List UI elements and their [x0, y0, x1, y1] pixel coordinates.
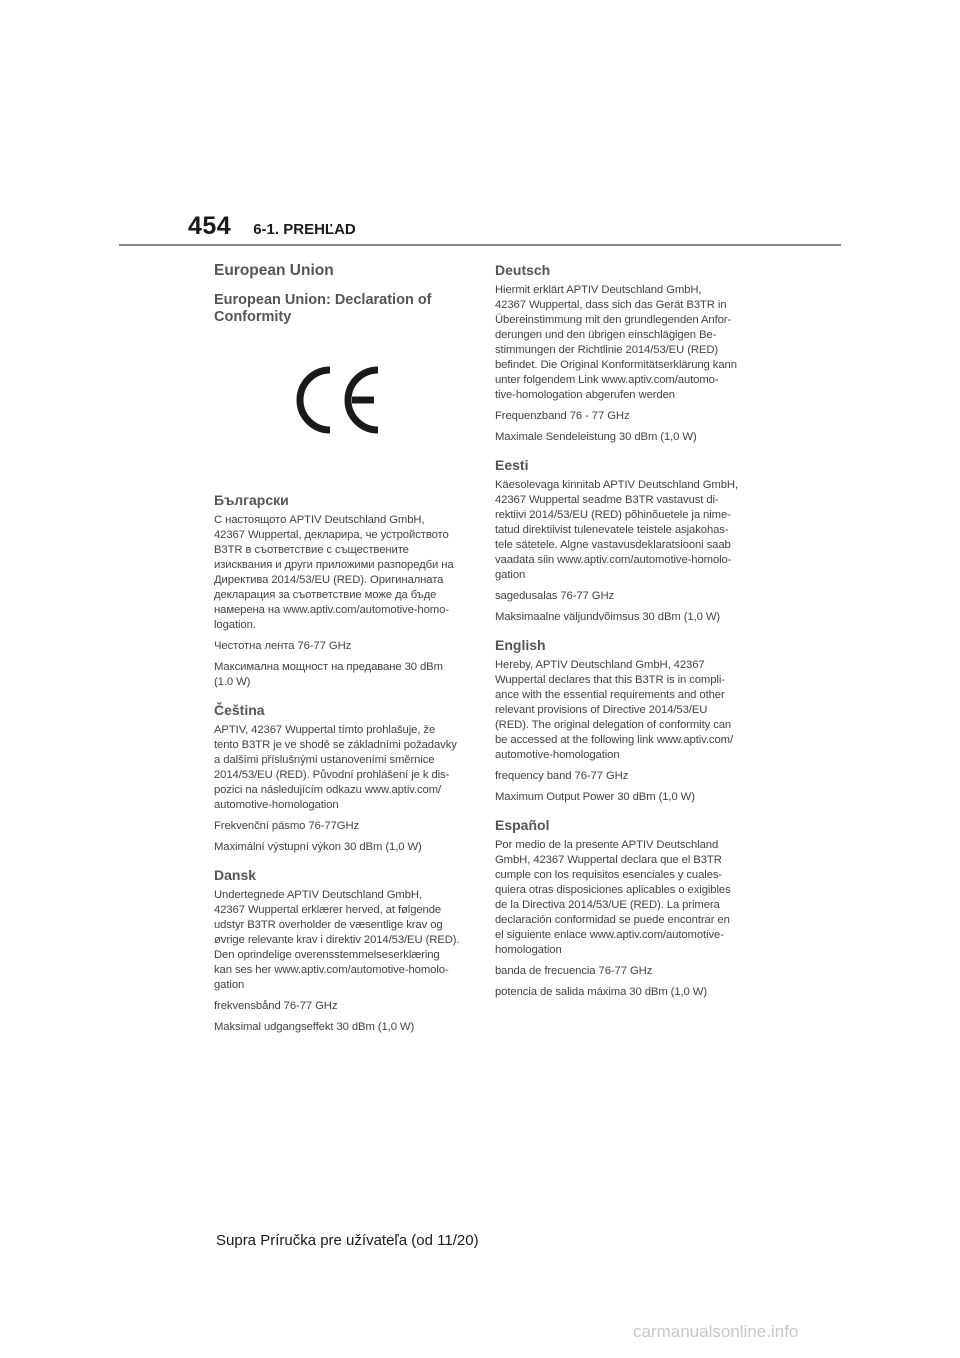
page-header — [188, 212, 356, 241]
text-line: Frekvenční pásmo 76-77GHz — [214, 820, 360, 832]
text-line: declaración conformidad se puede encontrar en — [495, 914, 730, 926]
watermark: carmanualsonline.info — [633, 1322, 799, 1341]
text-line: de la Directiva 2014/53/UE (RED). La primera — [495, 899, 720, 911]
text-line: derungen und den übrigen einschlägigen Be- — [495, 329, 717, 341]
text-line: homologation — [495, 944, 562, 956]
text-line: Hereby, APTIV Deutschland GmbH, 42367 — [495, 659, 705, 671]
text-line: unter folgendem Link www.aptiv.com/automo- — [495, 374, 719, 386]
text-line: 42367 Wuppertal, декларира, че устройството — [214, 529, 449, 541]
left-column — [214, 262, 466, 1047]
section-paragraph — [214, 513, 466, 633]
section-paragraph — [495, 964, 749, 979]
language-section — [214, 867, 466, 1035]
text-line: Frequenzband 76 - 77 GHz — [495, 410, 630, 422]
section-paragraph — [214, 723, 466, 813]
language-heading: Eesti — [495, 457, 529, 473]
text-line: frekvensbånd 76-77 GHz — [214, 1000, 338, 1012]
text-line: quiera otras disposiciones aplicables o exigibles — [495, 884, 731, 896]
subtitle-line: Conformity — [214, 309, 292, 325]
section-paragraph — [495, 589, 749, 604]
language-heading: Български — [214, 492, 289, 508]
text-line: vaadata siin www.aptiv.com/automotive-homolo- — [495, 554, 732, 566]
text-line: изисквания и други приложими разпоредби на — [214, 559, 454, 571]
text-line: Maximum Output Power 30 dBm (1,0 W) — [495, 791, 695, 803]
text-line: Undertegnede APTIV Deutschland GmbH, — [214, 889, 423, 901]
section-paragraph — [214, 639, 466, 654]
text-line: Maximální výstupní výkon 30 dBm (1,0 W) — [214, 841, 422, 853]
section-paragraph — [214, 819, 466, 834]
text-line: Hiermit erklärt APTIV Deutschland GmbH, — [495, 284, 702, 296]
text-line: Максимална мощност на предаване 30 dBm — [214, 661, 443, 673]
section-title: 6-1. PREHĽAD — [253, 221, 356, 238]
section-paragraph — [495, 769, 749, 784]
text-line: befindet. Die Original Konformitätserklärung kann — [495, 359, 737, 371]
text-line: tive-homologation abgerufen werden — [495, 389, 675, 401]
section-paragraph — [495, 430, 749, 445]
subtitle — [214, 292, 466, 326]
text-line: B3TR в съответствие с съществените — [214, 544, 409, 556]
text-line: gation — [495, 569, 526, 581]
text-line: automotive-homologation — [495, 749, 620, 761]
text-line: øvrige relevante krav i direktiv 2014/53/EU (RED). — [214, 934, 460, 946]
text-line: GmbH, 42367 Wuppertal declara que el B3TR — [495, 854, 722, 866]
language-heading: Español — [495, 817, 550, 833]
section-paragraph — [495, 658, 749, 763]
language-section — [495, 817, 749, 1000]
section-paragraph — [495, 478, 749, 583]
text-line: (RED). The original delegation of conformity can — [495, 719, 732, 731]
left-language-sections — [214, 492, 466, 1035]
text-line: Übereinstimmung mit den grundlegenden Anfor- — [495, 314, 732, 326]
language-section — [495, 457, 749, 625]
text-line: kan ses her www.aptiv.com/automotive-homolo- — [214, 964, 449, 976]
text-line: logation. — [214, 619, 256, 631]
language-section — [214, 492, 466, 690]
text-line: намерена на www.aptiv.com/automotive-homo- — [214, 604, 449, 616]
language-heading: English — [495, 637, 546, 653]
text-line: Wuppertal declares that this B3TR is in compli- — [495, 674, 725, 686]
text-line: stimmungen der Richtlinie 2014/53/EU (RED) — [495, 344, 719, 356]
text-line: Директива 2014/53/EU (RED). Оригиналната — [214, 574, 444, 586]
language-section — [214, 702, 466, 855]
subtitle-line: European Union: Declaration of — [214, 292, 432, 308]
footer-text: Supra Príručka pre užívateľa (od 11/20) — [216, 1232, 479, 1249]
text-line: tele sätetele. Algne vastavusdeklaratsiooni saab — [495, 539, 731, 551]
section-paragraph — [214, 1020, 466, 1035]
text-line: pozici na následujícím odkazu www.aptiv.com/ — [214, 784, 442, 796]
section-paragraph — [495, 610, 749, 625]
right-language-sections — [495, 262, 749, 1000]
text-line: 42367 Wuppertal erklærer herved, at følgende — [214, 904, 442, 916]
text-line: el siguiente enlace www.aptiv.com/automotive- — [495, 929, 724, 941]
section-paragraph — [495, 283, 749, 403]
section-paragraph — [214, 660, 466, 690]
section-paragraph — [495, 985, 749, 1000]
text-line: (1.0 W) — [214, 676, 251, 688]
section-paragraph — [495, 838, 749, 958]
text-line: декларация за съответствие може да бъде — [214, 589, 437, 601]
text-line: Käesolevaga kinnitab APTIV Deutschland GmbH, — [495, 479, 739, 491]
text-line: Por medio de la presente APTIV Deutschland — [495, 839, 719, 851]
language-section — [495, 637, 749, 805]
section-paragraph — [214, 840, 466, 855]
text-line: relevant provisions of Directive 2014/53/EU — [495, 704, 708, 716]
text-line: frequency band 76-77 GHz — [495, 770, 629, 782]
text-line: Честотна лента 76-77 GHz — [214, 640, 352, 652]
ce-mark-icon — [292, 364, 388, 436]
text-line: sagedusalas 76-77 GHz — [495, 590, 615, 602]
text-line: a dalšími příslušnými ustanoveními směrnice — [214, 754, 435, 766]
page-title: European Union — [214, 262, 334, 279]
text-line: automotive-homologation — [214, 799, 339, 811]
section-paragraph — [495, 409, 749, 424]
language-section — [495, 262, 749, 445]
text-line: 42367 Wuppertal, dass sich das Gerät B3TR in — [495, 299, 727, 311]
text-line: ance with the essential requirements and other — [495, 689, 725, 701]
text-line: potencia de salida máxima 30 dBm (1,0 W) — [495, 986, 707, 998]
text-line: tento B3TR je ve shodě se základními požadavky — [214, 739, 457, 751]
text-line: Maximale Sendeleistung 30 dBm (1,0 W) — [495, 431, 697, 443]
text-line: cumple con los requisitos esenciales y cuales- — [495, 869, 723, 881]
text-line: udstyr B3TR overholder de væsentlige krav og — [214, 919, 443, 931]
text-line: gation — [214, 979, 245, 991]
section-paragraph — [214, 999, 466, 1014]
section-paragraph — [214, 888, 466, 993]
header-divider — [119, 244, 841, 246]
language-heading: Dansk — [214, 867, 257, 883]
text-line: Maksimal udgangseffekt 30 dBm (1,0 W) — [214, 1021, 415, 1033]
text-line: tatud direktiivist tulenevatele teistele asjakohas- — [495, 524, 729, 536]
text-line: APTIV, 42367 Wuppertal tímto prohlašuje, že — [214, 724, 436, 736]
section-paragraph — [495, 790, 749, 805]
text-line: С настоящото APTIV Deutschland GmbH, — [214, 514, 425, 526]
text-line: Den oprindelige overensstemmelseserklæring — [214, 949, 440, 961]
text-line: be accessed at the following link www.aptiv.com/ — [495, 734, 733, 746]
text-line: 42367 Wuppertal seadme B3TR vastavust di- — [495, 494, 719, 506]
text-line: banda de frecuencia 76-77 GHz — [495, 965, 653, 977]
text-line: Maksimaalne väljundvõimsus 30 dBm (1,0 W) — [495, 611, 721, 623]
text-line: rektiivi 2014/53/EU (RED) põhinõuetele ja nime- — [495, 509, 731, 521]
page-number: 454 — [188, 212, 232, 240]
language-heading: Čeština — [214, 702, 265, 718]
ce-mark-logo — [214, 364, 466, 492]
text-line: 2014/53/EU (RED). Původní prohlášení je k dis- — [214, 769, 450, 781]
right-column — [495, 262, 749, 1012]
language-heading: Deutsch — [495, 262, 551, 278]
